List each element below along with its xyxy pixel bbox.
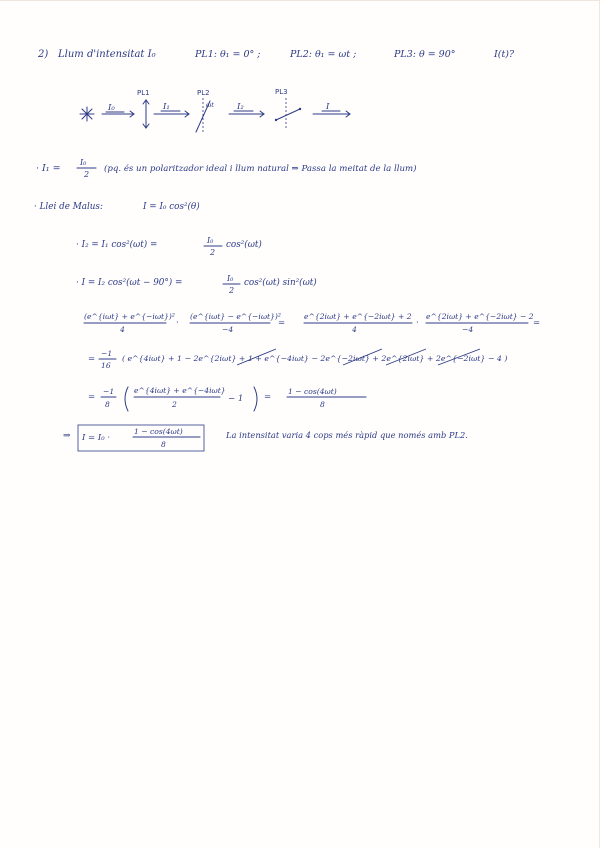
malus-equation: I = I₀ cos²(θ) (143, 202, 200, 212)
pl1-condition: PL1: θ₁ = 0° ; (195, 49, 261, 60)
equals-5: = (264, 392, 272, 402)
polarizer-diagram (80, 88, 350, 133)
label-i: I (326, 102, 330, 112)
final-conclusion: La intensitat varia 4 cops més ràpid que només amb PL2. (226, 430, 468, 440)
label-i2: I₂ (237, 102, 244, 112)
expanded-product: ( e^{4iωt} + 1 − 2e^{2iωt} + 1 + e^{−4iωt} − 2e^{−2iωt} + 2e^{2iωt} + 2e^{−2iωt} − 4 ) (122, 354, 508, 363)
final-num: 1 − cos(4ωt) (134, 427, 183, 436)
minus-one: − 1 (228, 394, 244, 404)
result-num: 1 − cos(4ωt) (288, 387, 337, 396)
prefactor-8-den: 8 (105, 400, 110, 409)
eq-i-num: I₀ (227, 274, 234, 283)
exp-frac2-num: (e^{iωt} − e^{−iωt})² (190, 312, 281, 321)
equals-4: = (88, 392, 96, 402)
eq-i1-den: 2 (84, 170, 90, 179)
problem-number: 2) (38, 49, 49, 60)
prefactor-16-den: 16 (101, 361, 111, 370)
eq-i1-lhs: · I₁ = (36, 163, 61, 174)
label-pl1: PL1 (137, 89, 150, 97)
exp-frac3-num: e^{2iωt} + e^{−2iωt} + 2 (304, 312, 412, 321)
equals-3: = (88, 354, 96, 364)
open-paren (125, 387, 128, 411)
exp-frac4-num: e^{2iωt} + e^{−2iωt} − 2 (426, 312, 534, 321)
dot-1: · (176, 318, 179, 328)
label-wt: ωt (206, 101, 214, 109)
note-ideal-polarizer: (pq. és un polaritzador ideal i llum natural ⇒ Passa la meitat de la llum) (104, 164, 417, 174)
pl3-condition: PL3: θ = 90° (394, 49, 456, 60)
exp-frac4-den: −4 (462, 325, 474, 334)
prefactor-16-num: −1 (101, 349, 113, 358)
eq-i2-lhs: · I₂ = I₁ cos²(ωt) = (76, 240, 158, 250)
label-pl2: PL2 (197, 89, 210, 97)
eq-i2-den: 2 (210, 248, 216, 257)
pl2-condition: PL2: θ₁ = ωt ; (290, 49, 357, 60)
eq-i-rhs: cos²(ωt) sin²(ωt) (244, 278, 317, 288)
dot-2: · (416, 318, 419, 328)
eq-i2-rhs: cos²(ωt) (226, 240, 262, 250)
result-den: 8 (320, 400, 325, 409)
eq-i-lhs: · I = I₂ cos²(ωt − 90°) = (76, 278, 183, 288)
label-i1: I₁ (163, 102, 170, 112)
eq-i-den: 2 (229, 286, 235, 295)
handwritten-notes (0, 1, 600, 849)
exp-frac2-den: −4 (222, 325, 234, 334)
light-source-icon (80, 107, 94, 121)
exp-frac1-den: 4 (120, 325, 125, 334)
question-label: I(t)? (494, 49, 515, 60)
eq-i1-num: I₀ (80, 158, 87, 167)
label-pl3: PL3 (275, 88, 288, 96)
prefactor-8-num: −1 (103, 387, 115, 396)
cosh-frac-num: e^{4iωt} + e^{−4iωt} (134, 386, 226, 395)
label-i0: I₀ (108, 103, 115, 113)
implies-arrow: ⇒ (63, 431, 71, 441)
problem-title: Llum d'intensitat I₀ (58, 49, 156, 60)
close-paren (254, 387, 257, 411)
cosh-frac-den: 2 (172, 400, 177, 409)
equals-2: = (533, 318, 541, 328)
final-lhs: I = I₀ · (82, 433, 111, 443)
polarizer-3-axis (276, 109, 300, 120)
equals-1: = (278, 318, 286, 328)
final-den: 8 (161, 440, 166, 449)
exp-frac3-den: 4 (352, 325, 357, 334)
exp-frac1-num: (e^{iωt} + e^{−iωt})² (84, 312, 175, 321)
malus-label: · Llei de Malus: (34, 202, 103, 212)
eq-i2-num: I₀ (207, 236, 214, 245)
